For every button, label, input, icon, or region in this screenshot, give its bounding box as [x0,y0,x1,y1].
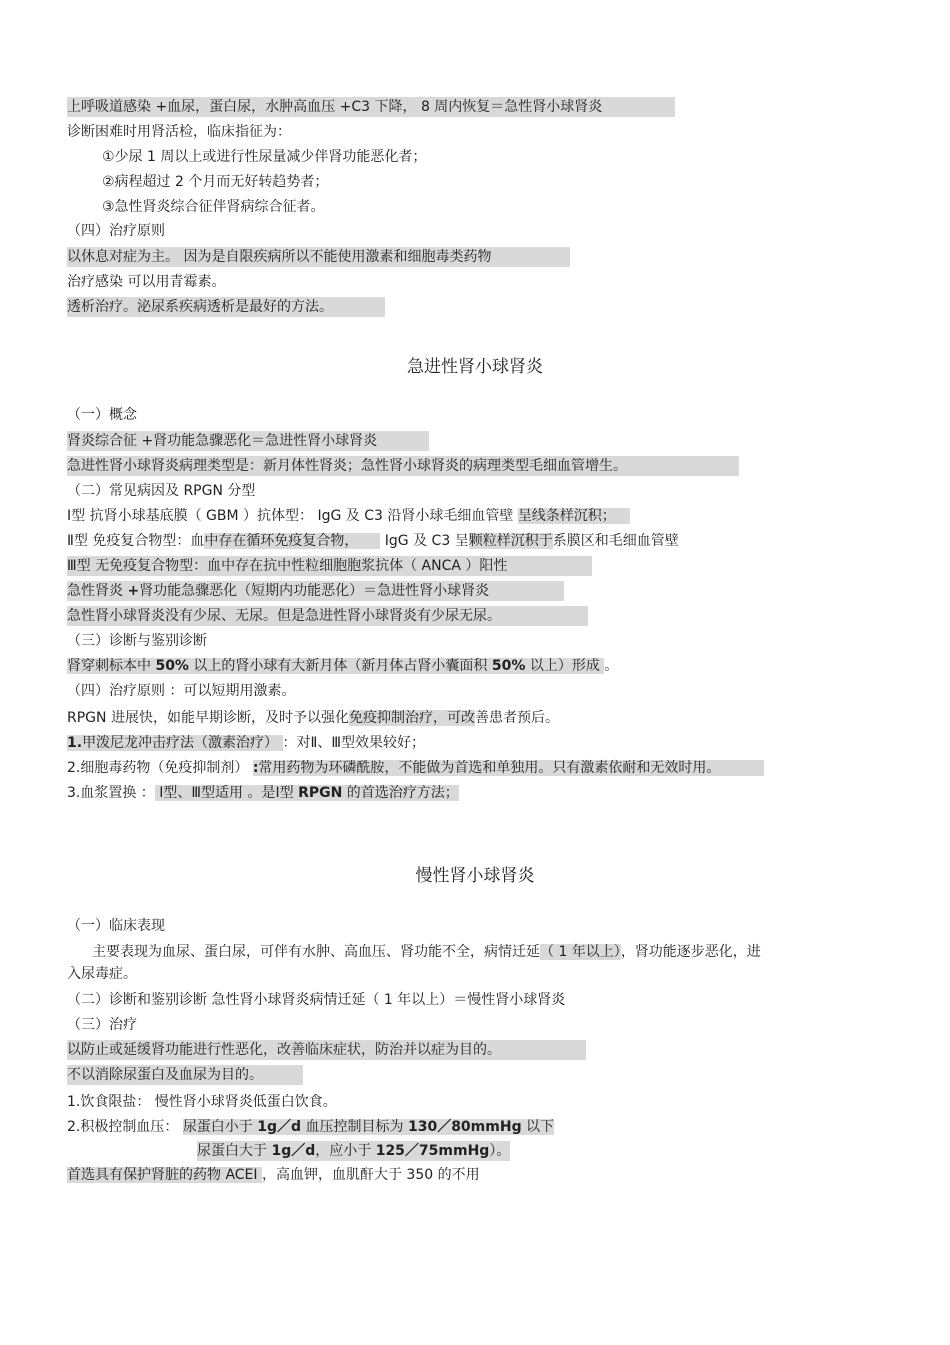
highlight-span: 免疫抑制治疗，可改 [348,710,475,726]
section-title: 慢性肾小球肾炎 [415,866,535,886]
text-span: ，高血钾，血肌酐大于 350 的不用 [261,1167,480,1183]
text-line [67,581,564,601]
highlight-span [183,1119,554,1135]
text-span: Ⅰ型 抗肾小球基底膜（ GBM ）抗体型： IgG 及 C3 沿肾小球毛细血管壁 [67,508,514,524]
text-span: 。 [604,658,619,674]
text-span: 善患者预后。 [474,710,559,726]
section-heading: （四）治疗原则 [67,223,165,239]
text-span: ，应小于 [315,1143,376,1159]
bold-span: 130／80mmHg [407,1119,522,1135]
highlight-span: 呈线条样沉积； [518,508,630,524]
text-line: 上呼吸道感染 +血尿，蛋白尿，水肿高血压 +C3 下降， 8 周内恢复＝急性肾小球肾炎 [67,97,675,117]
text-line: 急性肾小球肾炎没有少尿、无尿。但是急进性肾小球肾炎有少尿无尿。 [67,606,588,626]
text-span: 肾穿刺标本中 [67,658,156,674]
text-line: 肾炎综合征 +肾功能急骤恶化＝急进性肾小球肾炎 [67,431,429,451]
bold-span: RPGN [298,785,343,801]
text-span: IgG 及 C3 呈 [380,533,469,549]
text-line: ③急性肾炎综合征伴肾病综合征者。 [102,199,325,215]
text-span: 血压控制目标为 [301,1119,408,1135]
text-span: 尿蛋白大于 [197,1143,272,1159]
highlight-span: 颗粒样沉积于 [468,533,553,549]
text-span: 3.血浆置换 ： [67,785,155,801]
text-span: 肾功能急骤恶化（短期内功能恶化）＝急进性肾小球肾炎 [139,583,490,599]
text-line [67,656,618,676]
text-line: （二）诊断和鉴别诊断 急性肾小球肾炎病情迁延（ 1 年以上）＝慢性肾小球肾炎 [67,992,566,1008]
text-span: 急性肾炎 [67,583,128,599]
bold-span: 50% [491,658,526,674]
text-span: 常用药物为环磷酰胺，不能做为首选和单独用。只有激素依耐和无效时用。 [258,760,721,776]
bold-span: 50% [155,658,189,674]
text-line: ①少尿 1 周以上或进行性尿量减少伴肾功能恶化者； [102,149,427,165]
highlight-span: 中存在循环免疫复合物， [204,533,380,549]
bold-span: 125／75mmHg [375,1143,490,1159]
text-span: ：对Ⅱ、Ⅲ型效果较好； [282,735,426,751]
text-line [197,1141,510,1161]
section-title: 急进性肾小球肾炎 [407,357,543,377]
text-line: 诊断困难时用肾活检，临床指征为： [67,124,291,140]
text-span: 主要表现为血尿、蛋白尿，可伴有水肿、高血压、肾功能不全，病情迁延 [92,944,540,960]
section-heading: （一）概念 [67,407,137,423]
text-line [92,942,761,962]
highlight-span [67,658,604,674]
text-line [67,783,459,803]
text-span: 的首选治疗方法； [342,785,459,801]
text-line: 急进性肾小球肾炎病理类型是：新月体性肾炎；急性肾小球肾炎的病理类型毛细血管增生。 [67,456,739,476]
highlight-span: 首选具有保护肾脏的药物 ACEI [67,1167,262,1183]
highlight-span [67,735,283,751]
text-line: 不以消除尿蛋白及血尿为目的。 [67,1065,303,1085]
text-line [67,1117,554,1137]
text-line [67,758,764,778]
text-line [67,531,679,551]
section-heading: （一）临床表现 [67,918,165,934]
bold-span: 1. [67,735,83,751]
highlight-span: （ 1 年以上） [540,944,621,960]
text-span: Ⅱ型 免疫复合物型：血 [67,533,205,549]
text-span: ，肾功能逐步恶化，进 [620,944,761,960]
text-line: ②病程超过 2 个月而无好转趋势者； [102,174,329,190]
bold-span: + [127,583,140,599]
section-heading: （三）诊断与鉴别诊断 [67,633,207,649]
text-span: 尿蛋白小于 [182,1119,258,1135]
section-heading: （三）治疗 [67,1017,137,1033]
text-line [67,506,630,526]
highlight-span [253,760,765,776]
text-span: 以下 [521,1119,555,1135]
text-line: 1.饮食限盐： 慢性肾小球肾炎低蛋白饮食。 [67,1094,337,1110]
text-line [67,708,559,728]
text-line: 以休息对症为主。 因为是自限疾病所以不能使用激素和细胞毒类药物 [67,247,570,267]
text-line [67,733,425,753]
text-span: 以上）形成 [525,658,605,674]
text-span: 以上的肾小球有大新月体（新月体占肾小囊面积 [188,658,492,674]
text-line: 以防止或延缓肾功能进行性恶化，改善临床症状，防治并以症为目的。 [67,1040,586,1060]
text-span: 系膜区和毛细血管壁 [552,533,679,549]
text-line: 入尿毒症。 [67,966,137,982]
text-span: Ⅰ型、Ⅲ型适用 。是Ⅰ型 [154,785,299,801]
bold-span: 1g／d [257,1119,302,1135]
highlight-span [155,785,459,801]
text-line [67,1165,480,1185]
text-span: 2.积极控制血压： [67,1119,183,1135]
bold-span: : [252,760,259,776]
text-line: Ⅲ型 无免疫复合物型：血中存在抗中性粒细胞胞浆抗体（ ANCA ）阳性 [67,556,592,576]
section-heading: （二）常见病因及 RPGN 分型 [67,483,256,499]
section-heading: （四）治疗原则 ：可以短期用激素。 [67,683,296,699]
text-span: 甲泼尼龙冲击疗法（激素治疗） [82,735,283,751]
text-span: RPGN 进展快，如能早期诊断，及时予以强化 [67,710,349,726]
text-span: ）。 [489,1143,511,1159]
text-line: 透析治疗。泌尿系疾病透析是最好的方法。 [67,297,385,317]
text-line: 治疗感染 可以用青霉素。 [67,274,226,290]
bold-span: 1g／d [271,1143,316,1159]
text-span: 2.细胞毒药物（免疫抑制剂） [67,760,253,776]
